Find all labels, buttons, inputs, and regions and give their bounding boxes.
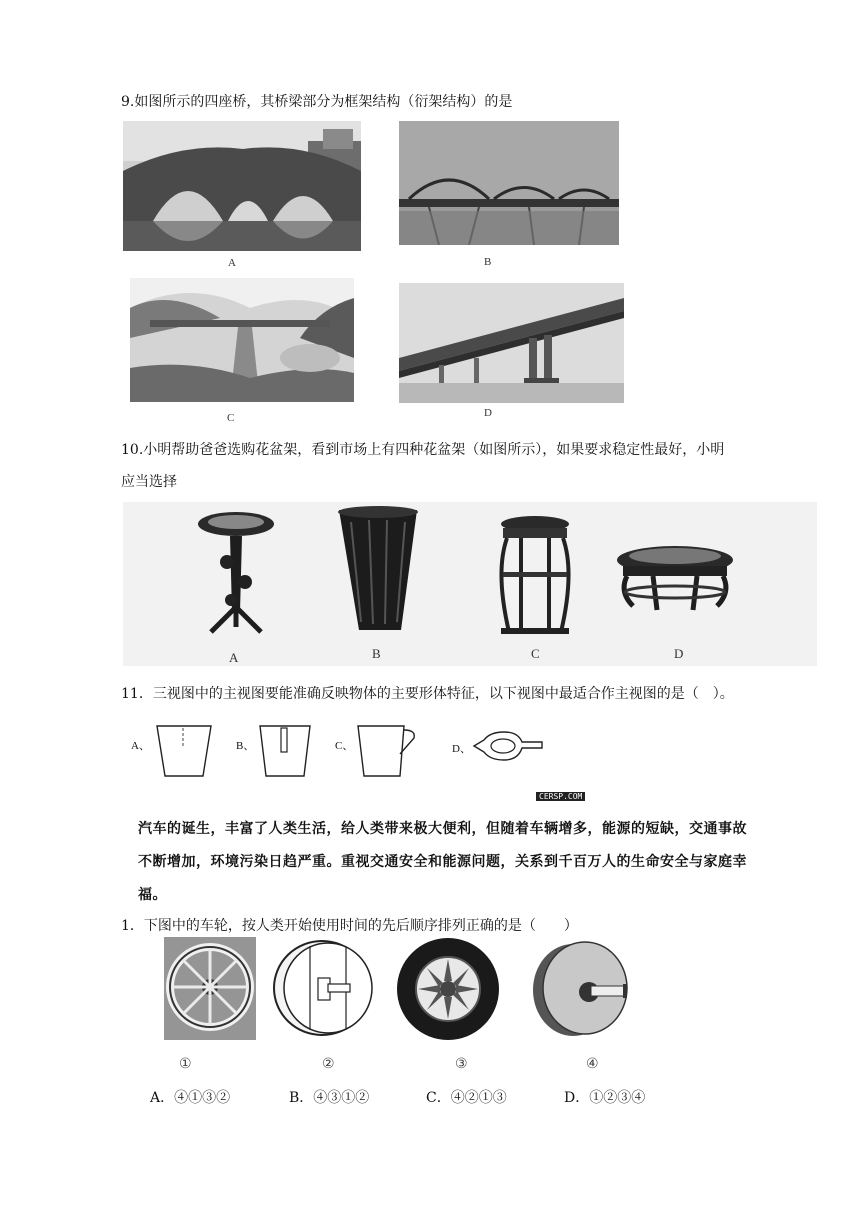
wheel-number-3: ③ [455,1056,468,1072]
stand-label-d: D [674,646,684,661]
view-label-a: A、 [131,740,150,752]
bridge-photo-c [130,278,354,402]
option-d[interactable]: D．①②③④ [564,1090,646,1106]
stand-label-a: A [229,650,239,665]
option-c[interactable]: C．④②①③ [426,1090,507,1106]
bridge-photo-d [399,283,624,403]
wheel-number-2: ② [322,1056,335,1072]
view-label-c: C、 [335,740,354,752]
wheel-image-4 [529,938,631,1040]
bridge-label-a: A [228,257,236,269]
question-1-text: 1．下图中的车轮，按人类开始使用时间的先后顺序排列正确的是（ ） [121,918,578,934]
wheel-image-1 [164,937,256,1040]
passage-line-2: 不断增加，环境污染日趋严重。重视交通安全和能源问题，关系到千百万人的生命安全与家庭幸 [138,854,747,870]
bridge-photo-b [399,121,619,245]
option-a[interactable]: A．④①③② [150,1090,231,1106]
wheel-number-1: ① [179,1056,192,1072]
view-label-d: D、 [452,743,471,755]
question-9-text: 9.如图所示的四座桥，其桥梁部分为框架结构（衍架结构）的是 [121,94,513,110]
wheel-number-4: ④ [586,1056,599,1072]
bridge-label-c: C [227,412,235,424]
wheel-image-3 [395,937,501,1041]
view-label-b: B、 [236,740,255,752]
view-drawing-b [258,724,312,778]
stand-label-c: C [531,646,540,661]
question-10-line1: 10.小明帮助爸爸选购花盆架，看到市场上有四种花盆架（如图所示），如果要求稳定性最好，小明 [121,442,725,458]
bridge-label-b: B [484,256,492,268]
stand-label-b: B [372,646,381,661]
passage-line-1: 汽车的诞生，丰富了人类生活，给人类带来极大便利，但随着车辆增多，能源的短缺，交通事故 [138,821,747,837]
view-drawing-a [155,724,213,778]
view-drawing-d [470,728,546,764]
question-10-line2: 应当选择 [121,474,177,490]
question-11-text: 11．三视图中的主视图要能准确反映物体的主要形体特征，以下视图中最适合作主视图的是（ ）。 [121,686,734,702]
wheel-image-2 [272,938,376,1038]
flower-stands-image [123,502,817,666]
watermark-logo: CERSP.COM [536,792,585,801]
passage-line-3: 福。 [138,887,167,903]
view-drawing-c [356,724,418,778]
option-b[interactable]: B．④③①② [289,1090,370,1106]
bridge-photo-a [123,121,361,251]
bridge-label-d: D [484,407,492,419]
